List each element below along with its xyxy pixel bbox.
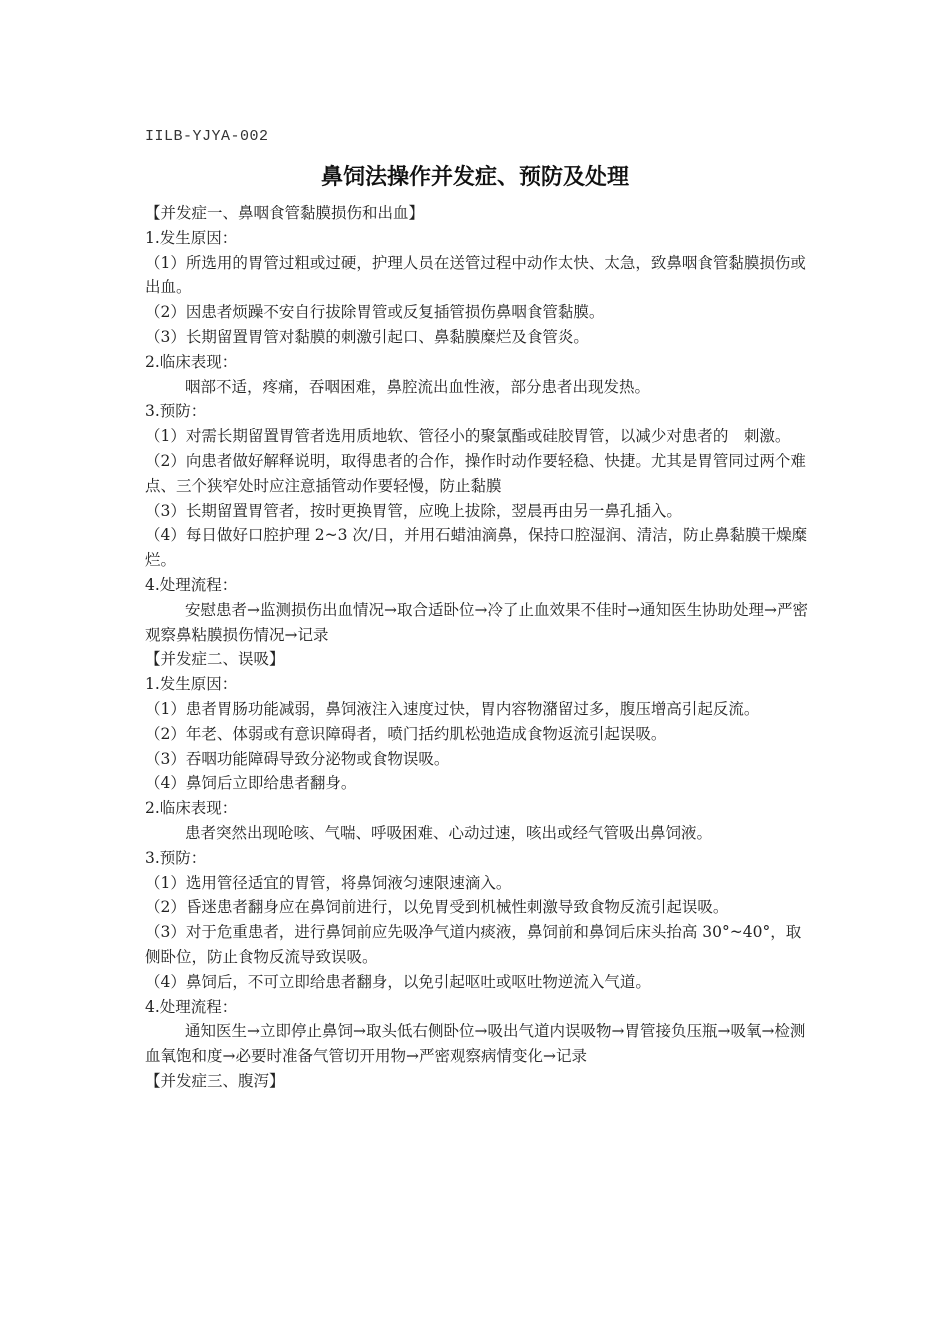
list-item: （1）所选用的胃管过粗或过硬，护理人员在送管过程中动作太快、太急，致鼻咽食管黏膜损伤或出血。 — [145, 253, 806, 297]
list-item: （4）鼻饲后立即给患者翻身。 — [145, 774, 357, 793]
document-body — [145, 201, 810, 1094]
document-title: 鼻饲法操作并发症、预防及处理 — [320, 165, 629, 190]
paragraph: 咽部不适，疼痛，吞咽困难，鼻腔流出血性液，部分患者出现发热。 — [185, 377, 651, 396]
list-item: （3）吞咽功能障碍导致分泌物或食物误吸。 — [145, 749, 450, 768]
list-item: （3）对于危重患者，进行鼻饲前应先吸净气道内痰液，鼻饲前和鼻饲后床头抬高 30°~40°，取侧卧位，防止食物反流导致误吸。 — [145, 923, 802, 966]
subsection-label: 2.临床表现： — [145, 352, 238, 371]
list-item: （2）因患者烦躁不安自行拔除胃管或反复插管损伤鼻咽食管黏膜。 — [145, 303, 605, 322]
list-item: （2）年老、体弱或有意识障碍者，喷门括约肌松弛造成食物返流引起误吸。 — [145, 724, 667, 743]
list-item: （2）向患者做好解释说明，取得患者的合作，操作时动作要轻稳、快捷。尤其是胃管同过两个难点、三个狭窄处时应注意插管动作要轻慢，防止黏膜 — [145, 451, 806, 495]
paragraph: 患者突然出现呛咳、气喘、呼吸困难、心动过速，咳出或经气管吸出鼻饲液。 — [185, 823, 713, 842]
subsection-label: 4.处理流程： — [145, 575, 238, 594]
subsection-label: 1.发生原因： — [145, 228, 238, 247]
subsection-label: 3.预防： — [145, 402, 207, 421]
paragraph: 安慰患者→监测损伤出血情况→取合适卧位→冷了止血效果不佳时→通知医生协助处理→严密观察鼻粘膜损伤情况→记录 — [145, 600, 808, 644]
list-item: （2）昏迷患者翻身应在鼻饲前进行，以免胃受到机械性刺激导致食物反流引起误吸。 — [145, 898, 729, 917]
list-item: （1）患者胃肠功能减弱，鼻饲液注入速度过快，胃内容物潴留过多，腹压增高引起反流。 — [145, 699, 760, 718]
section-heading: 【并发症一、鼻咽食管黏膜损伤和出血】 — [145, 204, 425, 222]
subsection-label: 1.发生原因： — [145, 675, 238, 694]
subsection-label: 3.预防： — [145, 848, 207, 867]
list-item: （3）长期留置胃管者，按时更换胃管，应晚上拔除，翌晨再由另一鼻孔插入。 — [145, 501, 682, 520]
list-item: （4）鼻饲后，不可立即给患者翻身，以免引起呕吐或呕吐物逆流入气道。 — [145, 972, 651, 991]
list-item: （4）每日做好口腔护理 2~3 次/日，并用石蜡油滴鼻，保持口腔湿润、清洁，防止鼻黏膜干燥糜烂。 — [145, 526, 808, 570]
subsection-label: 4.处理流程： — [145, 997, 238, 1016]
list-item: （1）对需长期留置胃管者选用质地软、管径小的聚氯酯或硅胶胃管，以减少对患者的 刺激。 — [145, 427, 791, 446]
document-code: IILB-YJYA-002 — [145, 128, 269, 145]
subsection-label: 2.临床表现： — [145, 799, 238, 818]
paragraph: 通知医生→立即停止鼻饲→取头低右侧卧位→吸出气道内误吸物→胃管接负压瓶→吸氧→检测血氧饱和度→必要时准备气管切开用物→严密观察病情变化→记录 — [145, 1022, 806, 1066]
section-heading: 【并发症二、误吸】 — [145, 650, 285, 669]
section-heading: 【并发症三、腹泻】 — [145, 1071, 285, 1090]
list-item: （1）选用管径适宜的胃管，将鼻饲液匀速限速滴入。 — [145, 873, 512, 892]
list-item: （3）长期留置胃管对黏膜的刺激引起口、鼻黏膜糜烂及食管炎。 — [145, 327, 589, 346]
